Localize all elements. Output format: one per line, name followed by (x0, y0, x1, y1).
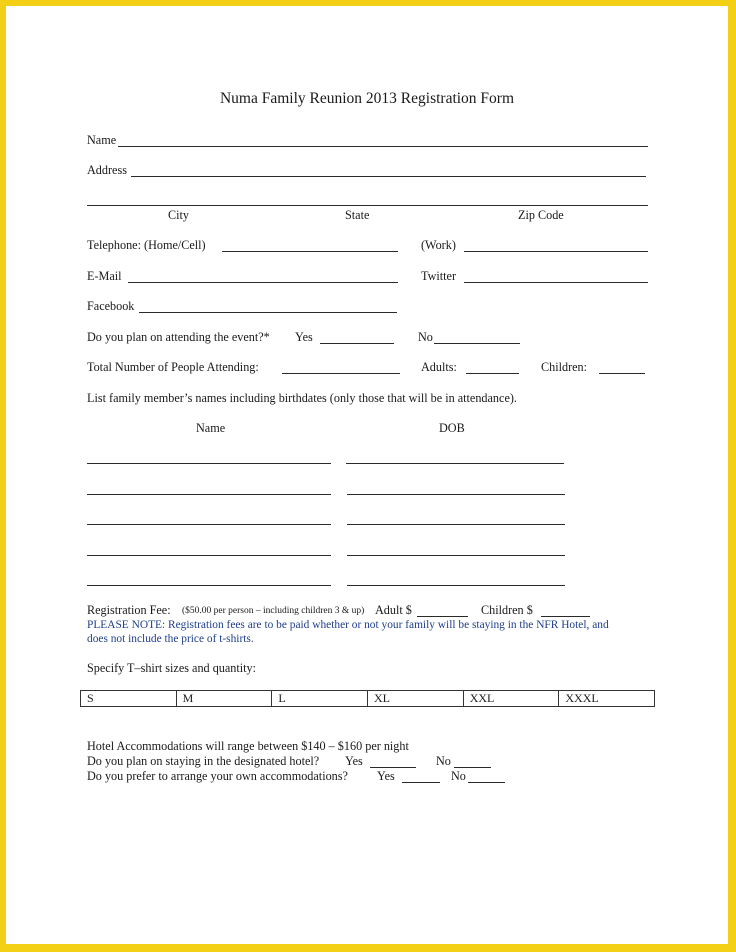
attend-yes-field[interactable] (320, 343, 394, 344)
family-member-name-field[interactable] (87, 494, 331, 495)
form-title: Numa Family Reunion 2013 Registration Form (219, 90, 515, 107)
family-member-dob-field[interactable] (347, 524, 565, 525)
tshirt-size-table (80, 690, 655, 707)
hotel-stay-yes-field[interactable] (370, 767, 416, 768)
work-phone-label: (Work) (421, 238, 456, 252)
family-member-name-field[interactable] (87, 463, 331, 464)
hotel-stay-yes-label: Yes (345, 754, 363, 768)
attend-no-field[interactable] (434, 343, 520, 344)
attend-no-label: No (418, 330, 433, 344)
own-accommodations-yes-field[interactable] (402, 782, 440, 783)
own-accommodations-no-label: No (451, 769, 466, 783)
children-label: Children: (541, 360, 588, 374)
own-accommodations-question: Do you prefer to arrange your own accommodations? (87, 769, 348, 783)
tshirt-size-cell[interactable]: XL (368, 691, 464, 706)
attend-yes-label: Yes (295, 330, 313, 344)
family-member-dob-field[interactable] (346, 463, 564, 464)
family-member-name-field[interactable] (87, 585, 331, 586)
family-name-column-header: Name (196, 421, 226, 435)
email-field[interactable] (128, 282, 398, 283)
tshirt-size-cell[interactable]: XXXL (565, 691, 599, 705)
registration-fee-label: Registration Fee: (87, 603, 171, 617)
address-line-2-field[interactable] (87, 205, 648, 206)
total-attending-label: Total Number of People Attending: (87, 360, 259, 374)
fee-note-line-1: PLEASE NOTE: Registration fees are to be paid whether or not your family will be staying in the NFR Hotel, and (87, 619, 609, 631)
hotel-stay-no-field[interactable] (454, 767, 491, 768)
facebook-label: Facebook (87, 299, 135, 313)
name-field[interactable] (118, 146, 648, 147)
address-field[interactable] (131, 176, 646, 177)
state-label: State (345, 208, 370, 222)
telephone-home-field[interactable] (222, 251, 398, 252)
children-field[interactable] (599, 373, 645, 374)
tshirt-label: Specify T–shirt sizes and quantity: (87, 661, 257, 675)
work-phone-field[interactable] (464, 251, 648, 252)
twitter-label: Twitter (421, 269, 457, 283)
adults-label: Adults: (421, 360, 457, 374)
city-label: City (168, 208, 189, 222)
tshirt-size-cell[interactable]: XXL (464, 691, 560, 706)
family-dob-column-header: DOB (439, 421, 465, 435)
hotel-range-text: Hotel Accommodations will range between $140 – $160 per night (87, 739, 409, 753)
family-list-instruction: List family member’s names including birthdates (only those that will be in attendance). (87, 391, 517, 405)
twitter-field[interactable] (464, 282, 648, 283)
address-label: Address (87, 163, 127, 177)
tshirt-size-cell[interactable]: S (81, 691, 177, 706)
email-label: E-Mail (87, 269, 122, 283)
family-member-dob-field[interactable] (347, 585, 565, 586)
form-sheet (6, 6, 728, 944)
registration-fee-detail: ($50.00 per person – including children 3 & up) (182, 606, 365, 616)
attend-question: Do you plan on attending the event?* (87, 330, 270, 344)
total-attending-field[interactable] (282, 373, 400, 374)
hotel-stay-question: Do you plan on staying in the designated hotel? (87, 754, 320, 768)
tshirt-size-cell[interactable]: M (177, 691, 273, 706)
family-member-dob-field[interactable] (347, 494, 565, 495)
fee-children-label: Children $ (481, 603, 533, 617)
own-accommodations-yes-label: Yes (377, 769, 395, 783)
family-member-name-field[interactable] (87, 524, 331, 525)
tshirt-size-cell[interactable]: L (272, 691, 368, 706)
family-member-dob-field[interactable] (347, 555, 565, 556)
own-accommodations-no-field[interactable] (468, 782, 505, 783)
zip-code-label: Zip Code (518, 208, 564, 222)
hotel-stay-no-label: No (436, 754, 451, 768)
fee-adult-label: Adult $ (375, 603, 412, 617)
name-label: Name (87, 133, 117, 147)
family-member-name-field[interactable] (87, 555, 331, 556)
fee-children-field[interactable] (541, 616, 590, 617)
fee-adult-field[interactable] (417, 616, 468, 617)
telephone-label: Telephone: (Home/Cell) (87, 238, 206, 252)
fee-note-line-2: does not include the price of t-shirts. (87, 633, 254, 645)
facebook-field[interactable] (139, 312, 397, 313)
adults-field[interactable] (466, 373, 519, 374)
